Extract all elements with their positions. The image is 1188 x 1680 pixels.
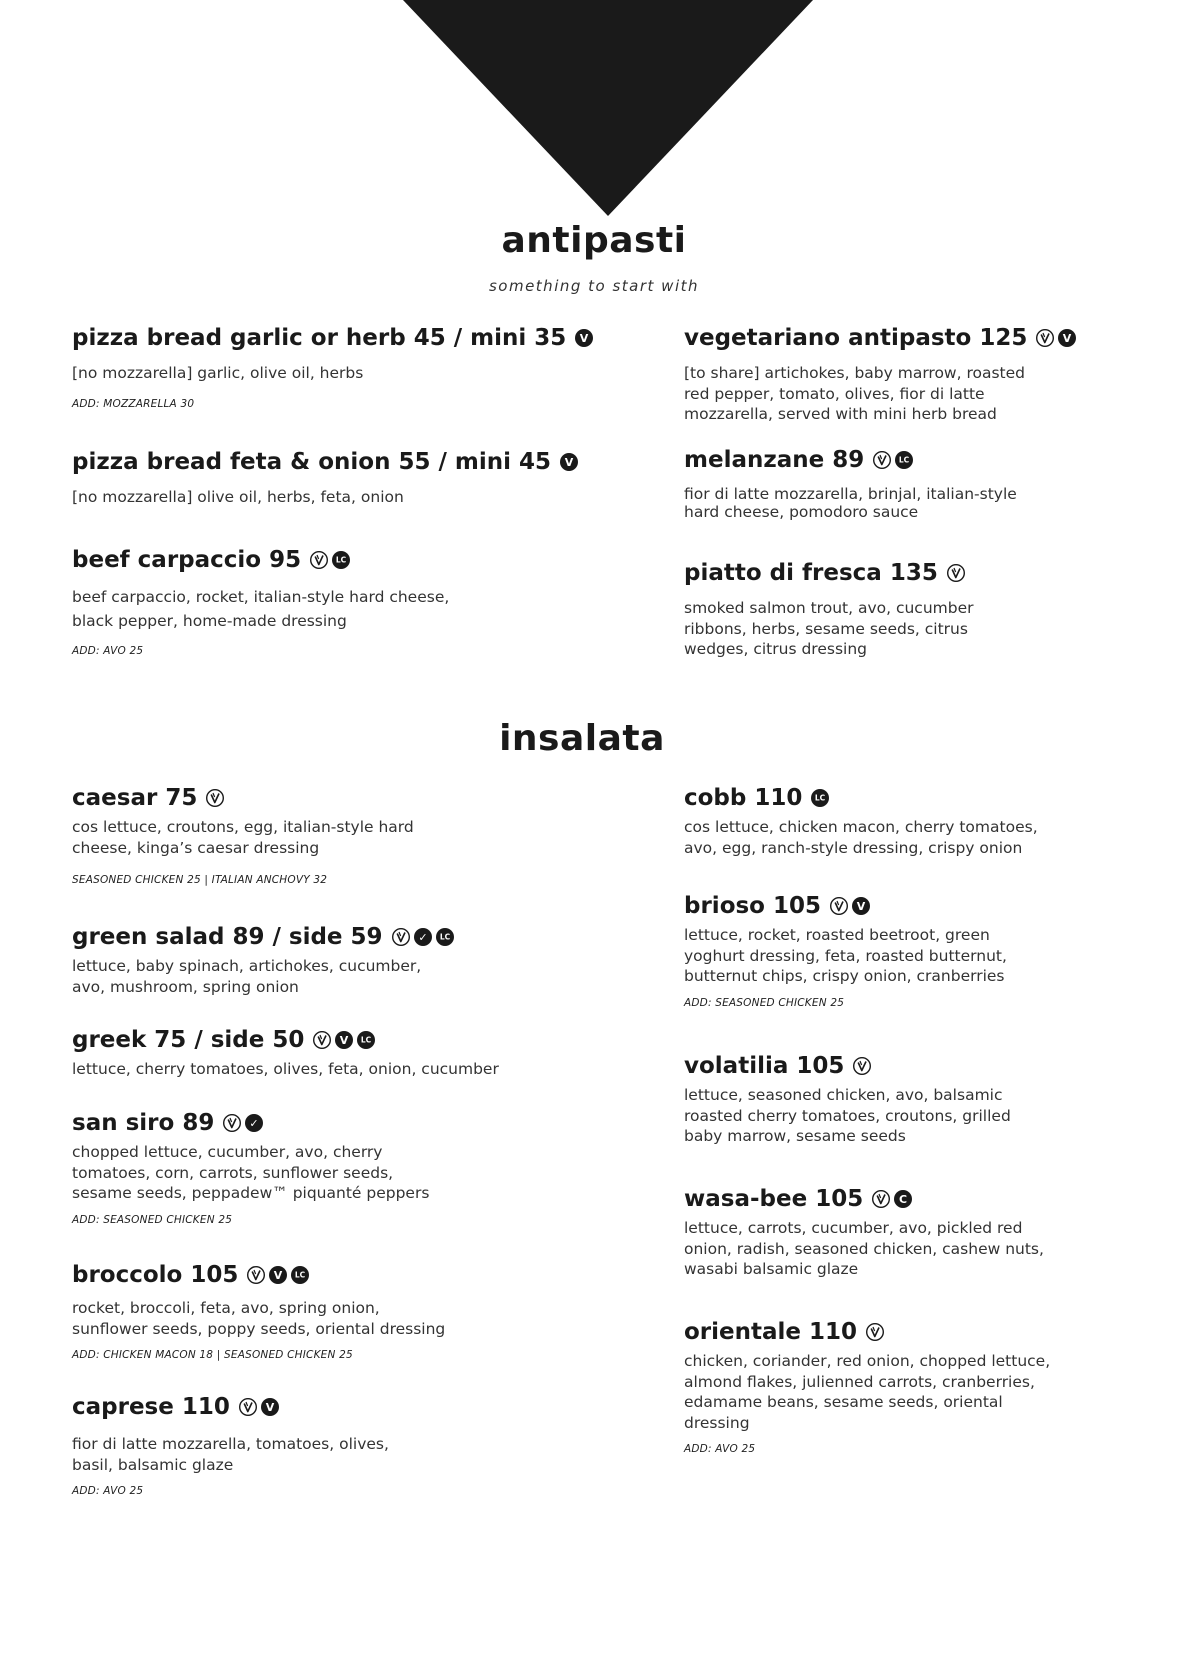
svg-text:✓: ✓: [417, 930, 428, 944]
dietary-badges: [946, 563, 966, 583]
item-name: vegetariano antipasto 125: [684, 325, 1028, 351]
vegetarian-icon: [851, 896, 871, 916]
low-carb-icon: [894, 450, 914, 470]
item-name: melanzane 89: [684, 447, 865, 473]
item-addon: ADD: SEASONED CHICKEN 25: [684, 996, 845, 1009]
menu-item: [72, 1392, 432, 1497]
vegetarian-icon: [260, 1397, 280, 1417]
item-description: lettuce, baby spinach, artichokes, cucumber, avo, mushroom, spring onion: [72, 957, 422, 996]
item-name: orientale 110: [684, 1319, 858, 1345]
item-description: lettuce, carrots, cucumber, avo, pickled red onion, radish, seasoned chicken, cashew nuts, wasabi balsamic glaze: [684, 1219, 1044, 1278]
item-name: pizza bread feta & onion 55 / mini 45: [72, 449, 552, 475]
item-description: fior di latte mozzarella, brinjal, italian-style hard cheese, pomodoro sauce: [684, 485, 1017, 521]
item-description: cos lettuce, chicken macon, cherry tomatoes, avo, egg, ranch-style dressing, crispy onion: [684, 818, 1038, 857]
item-addon: ADD: MOZZARELLA 30: [72, 397, 195, 410]
menu-item: [72, 323, 589, 410]
item-description: [to share] artichokes, baby marrow, roasted red pepper, tomato, olives, fior di latte mozzarella, served with mini herb bread: [684, 364, 1026, 423]
low-carb-icon: [290, 1265, 310, 1285]
item-name: cobb 110: [684, 785, 803, 811]
dietary-badges: [871, 1189, 913, 1209]
svg-text:V: V: [564, 455, 574, 469]
item-name: brioso 105: [684, 893, 822, 919]
dietary-badges: [246, 1265, 310, 1285]
gluten-free-icon: [391, 927, 411, 947]
contains-nuts-icon: [893, 1189, 913, 1209]
dietary-badges: [205, 788, 225, 808]
svg-text:C: C: [899, 1192, 908, 1206]
item-name: beef carpaccio 95: [72, 547, 302, 573]
item-description: rocket, broccoli, feta, avo, spring onion, sunflower seeds, poppy seeds, oriental dressing: [72, 1299, 446, 1338]
menu-item: [684, 558, 1029, 660]
menu-item: [684, 445, 1044, 521]
dietary-badges: [872, 450, 914, 470]
vegetarian-icon: [559, 452, 579, 472]
menu-item: [72, 447, 574, 508]
menu-item: [72, 1260, 452, 1361]
dietary-badges: [222, 1113, 264, 1133]
gluten-free-icon: [309, 550, 329, 570]
dietary-badges: [852, 1056, 872, 1076]
item-addon: ADD: SEASONED CHICKEN 25: [72, 1213, 233, 1226]
vegan-icon: [413, 927, 433, 947]
dietary-badges: [810, 788, 830, 808]
menu-item: [72, 922, 452, 997]
item-name: broccolo 105: [72, 1262, 239, 1288]
gluten-free-icon: [312, 1030, 332, 1050]
item-description: [no mozzarella] olive oil, herbs, feta, onion: [72, 488, 404, 506]
item-description: smoked salmon trout, avo, cucumber ribbons, herbs, sesame seeds, citrus wedges, citrus dressing: [684, 599, 974, 658]
gluten-free-icon: [829, 896, 849, 916]
insalata-title: insalata: [499, 718, 665, 759]
menu-item: [684, 1317, 1064, 1455]
vegetarian-icon: [268, 1265, 288, 1285]
low-carb-icon: [435, 927, 455, 947]
dietary-badges: [312, 1030, 376, 1050]
svg-text:LC: LC: [439, 932, 450, 942]
item-description: lettuce, rocket, roasted beetroot, green yoghurt dressing, feta, roasted butternut, butternut chips, crispy onion, cranberries: [684, 926, 1007, 985]
item-name: san siro 89: [72, 1110, 215, 1136]
item-description: chicken, coriander, red onion, chopped lettuce, almond flakes, julienned carrots, cranberries, edamame beans, sesame seeds, oriental dressing: [684, 1352, 1051, 1432]
gluten-free-icon: [222, 1113, 242, 1133]
item-name: caesar 75: [72, 785, 198, 811]
svg-text:V: V: [265, 1400, 275, 1414]
item-description: chopped lettuce, cucumber, avo, cherry tomatoes, corn, carrots, sunflower seeds, sesame seeds, peppadew™ piquanté peppers: [72, 1143, 430, 1202]
menu-item: [684, 783, 1064, 858]
vegetarian-icon: [1057, 328, 1077, 348]
gluten-free-icon: [865, 1322, 885, 1342]
dietary-badges: [391, 927, 455, 947]
dietary-badges: [309, 550, 351, 570]
svg-text:V: V: [856, 899, 866, 913]
gluten-free-icon: [871, 1189, 891, 1209]
gluten-free-icon: [1035, 328, 1055, 348]
vegetarian-icon: [334, 1030, 354, 1050]
item-name: caprese 110: [72, 1394, 230, 1420]
menu-item: [684, 891, 1054, 1009]
item-addon: ADD: CHICKEN MACON 18 | SEASONED CHICKEN 25: [72, 1349, 353, 1361]
item-name: wasa-bee 105: [684, 1186, 864, 1212]
menu-item: [72, 1108, 452, 1226]
dietary-badges: [865, 1322, 885, 1342]
item-description: lettuce, cherry tomatoes, olives, feta, onion, cucumber: [72, 1060, 499, 1078]
vegan-icon: [244, 1113, 264, 1133]
item-description: cos lettuce, croutons, egg, italian-style hard cheese, kinga’s caesar dressing: [72, 818, 414, 857]
gluten-free-icon: [872, 450, 892, 470]
menu-item: [72, 545, 452, 657]
item-addon: ADD: AVO 25: [72, 1485, 144, 1497]
item-addon: ADD: AVO 25: [72, 645, 144, 657]
item-addon: SEASONED CHICKEN 25 | ITALIAN ANCHOVY 32: [72, 874, 328, 886]
decorative-triangle: [403, 0, 813, 216]
menu-item: [684, 323, 1072, 425]
item-name: piatto di fresca 135: [684, 560, 938, 586]
dietary-badges: [1035, 328, 1077, 348]
item-description: beef carpaccio, rocket, italian-style hard cheese, black pepper, home-made dressing: [72, 588, 450, 630]
gluten-free-icon: [238, 1397, 258, 1417]
item-name: volatilia 105: [684, 1053, 845, 1079]
dietary-badges: [574, 328, 594, 348]
item-name: pizza bread garlic or herb 45 / mini 35: [72, 325, 567, 351]
item-name: green salad 89 / side 59: [72, 924, 383, 950]
gluten-free-icon: [246, 1265, 266, 1285]
item-description: fior di latte mozzarella, tomatoes, olives, basil, balsamic glaze: [72, 1435, 389, 1474]
svg-text:LC: LC: [815, 793, 826, 803]
low-carb-icon: [331, 550, 351, 570]
menu-item: [684, 1184, 1054, 1280]
svg-text:LC: LC: [361, 1035, 372, 1045]
dietary-badges: [829, 896, 871, 916]
item-addon: ADD: AVO 25: [684, 1443, 756, 1455]
gluten-free-icon: [205, 788, 225, 808]
low-carb-icon: [810, 788, 830, 808]
svg-text:LC: LC: [899, 455, 910, 465]
svg-text:V: V: [580, 331, 589, 345]
item-description: [no mozzarella] garlic, olive oil, herbs: [72, 364, 364, 382]
svg-text:LC: LC: [295, 1270, 306, 1280]
low-carb-icon: [356, 1030, 376, 1050]
svg-text:V: V: [1063, 331, 1072, 345]
dietary-badges: [559, 452, 579, 472]
antipasti-title: antipasti: [501, 220, 687, 261]
menu-item: [72, 1025, 502, 1080]
menu-item: [72, 783, 472, 886]
svg-text:V: V: [274, 1268, 283, 1282]
item-name: greek 75 / side 50: [72, 1027, 305, 1053]
svg-text:✓: ✓: [249, 1116, 259, 1130]
antipasti-subtitle: something to start with: [488, 277, 700, 295]
vegetarian-icon: [574, 328, 594, 348]
gluten-free-icon: [852, 1056, 872, 1076]
item-description: lettuce, seasoned chicken, avo, balsamic roasted cherry tomatoes, croutons, grilled baby marrow, sesame seeds: [684, 1086, 1011, 1145]
dietary-badges: [238, 1397, 280, 1417]
gluten-free-icon: [946, 563, 966, 583]
svg-text:LC: LC: [335, 555, 347, 565]
menu-item: [684, 1051, 1054, 1147]
svg-text:V: V: [340, 1033, 349, 1047]
